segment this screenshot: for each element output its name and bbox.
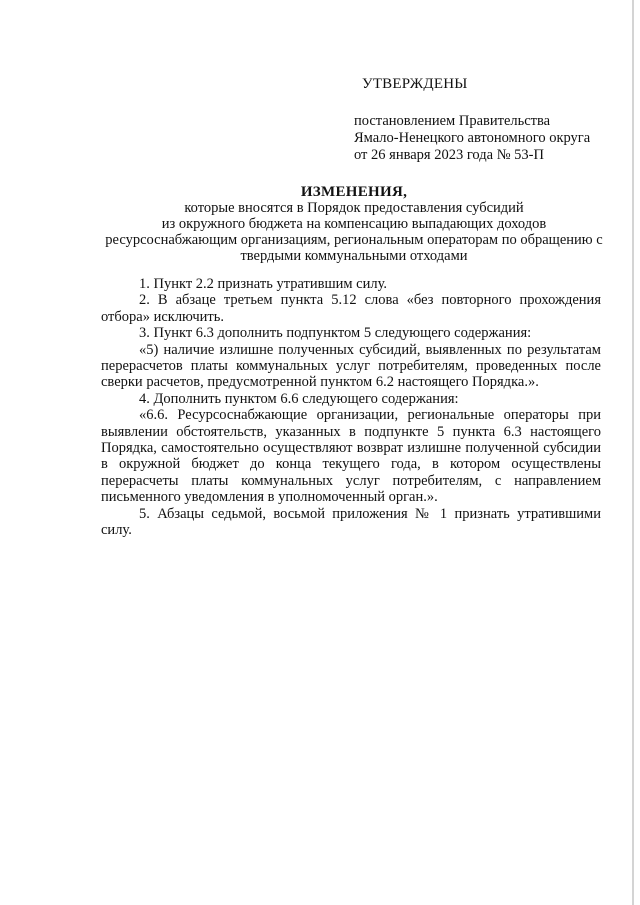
decree-line: от 26 января 2023 года № 53-П (354, 147, 544, 163)
page-edge (632, 0, 634, 905)
subtitle-line: твердыми коммунальными отходами (240, 248, 468, 264)
paragraph-4-quote: «6.6. Ресурсоснабжающие организации, региональные операторы при выявлении обстоятельств, указанных в подпункте 5 пункта 6.3 настоящего Порядка, самостоятельно осуществляют возврат излишне полученной субсидии в окружной бюджет до конца текущего года, в котором осуществлены перерасчеты платы коммунальных услуг потребителям, с направлением письменного уведомления в уполномоченный орган.». (101, 407, 601, 506)
paragraph-5: 5. Абзацы седьмой, восьмой приложения № 1 признать утратившими силу. (101, 505, 601, 539)
decree-line: постановлением Правительства (354, 113, 551, 129)
paragraph-4: 4. Дополнить пунктом 6.6 следующего содержания: (139, 390, 459, 407)
subtitle-line: из окружного бюджета на компенсацию выпадающих доходов (161, 216, 547, 232)
document-heading (92, 184, 616, 264)
paragraph-3-quote: «5) наличие излишне полученных субсидий, выявленных по результатам перерасчетов платы коммунальных услуг потребителям, проведенных после сверки расчетов, предусмотренной пунктом 6.2 настоящего Порядка.». (101, 341, 601, 391)
paragraph-2: 2. В абзаце третьем пункта 5.12 слова «без повторного прохождения отбора» исключить. (101, 292, 601, 325)
approval-block (354, 76, 624, 164)
subtitle-line: которые вносятся в Порядок предоставления субсидий (184, 200, 524, 216)
document-title: ИЗМЕНЕНИЯ, (300, 184, 408, 200)
paragraph-1: 1. Пункт 2.2 признать утратившим силу. (139, 276, 388, 292)
subtitle-line: ресурсоснабжающим организациям, региональным операторам по обращению с (105, 232, 603, 248)
approval-stamp: УТВЕРЖДЕНЫ (362, 76, 468, 92)
paragraph-3: 3. Пункт 6.3 дополнить подпунктом 5 следующего содержания: (139, 325, 532, 342)
decree-line: Ямало-Ненецкого автономного округа (354, 130, 591, 146)
document-body (101, 276, 601, 539)
decree-reference (354, 113, 624, 164)
